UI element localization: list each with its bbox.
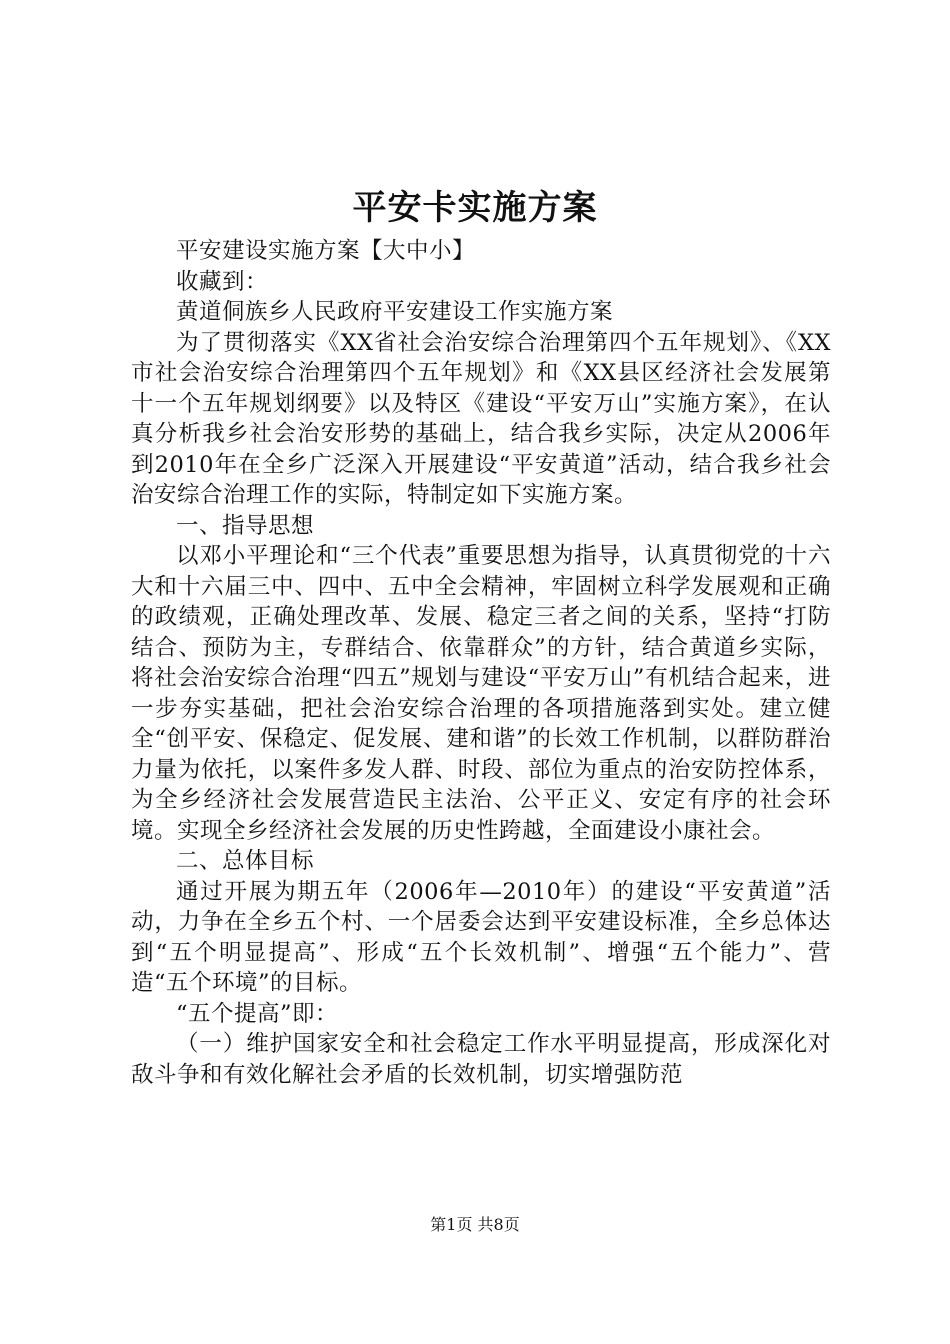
paragraph-intro: 为了贯彻落实《XX省社会治安综合治理第四个五年规划》、《XX市社会治安综合治理第四个五年规划》和《XX县区经济社会发展第十一个五年规划纲要》以及特区《建设“平安万山”实施方案》，在认真分析我乡社会治安形势的基础上，结合我乡实际，决定从2006年到2010年在全乡广泛深入开展建设“平安黄道”活动，结合我乡社会治安综合治理工作的实际，特制定如下实施方案。: [131, 329, 831, 508]
section-heading-overall-goal: 二、总体目标: [176, 848, 315, 874]
section-heading-guiding-ideology: 一、指导思想: [176, 512, 315, 539]
paragraph-subtitle: 黄道侗族乡人民政府平安建设工作实施方案: [176, 299, 614, 325]
document-title: 平安卡实施方案: [352, 188, 598, 228]
paragraph-guiding-ideology: 以邓小平理论和“三个代表”重要思想为指导，认真贯彻党的十六大和十六届三中、四中、五中全会精神，牢固树立科学发展观和正确的政绩观，正确处理改革、发展、稳定三者之间的关系，坚持“打防结合、预防为主，专群结合、依靠群众”的方针，结合黄道乡实际，将社会治安综合治理“四五”规划与建设“平安万山”有机结合起来，进一步夯实基础，把社会治安综合治理的各项措施落到实处。建立健全“创平安、保稳定、促发展、建和谐”的长效工作机制，以群防群治力量为依托，以案件多发人群、时段、部位为重点的治安防控体系，为全乡经济社会发展营造民主法治、公平正义、安定有序的社会环境。实现全乡经济社会发展的历史性跨越，全面建设小康社会。: [131, 543, 831, 844]
paragraph-overall-goal: 通过开展为期五年（2006年—2010年）的建设“平安黄道”活动，力争在全乡五个村、一个居委会达到平安建设标准，全乡总体达到“五个明显提高”、形成“五个长效机制”、增强“五个能力”、营造“五个环境”的目标。: [131, 878, 831, 996]
page-footer-indicator: 第1页 共8页: [430, 1215, 520, 1234]
paragraph-item-one: （一）维护国家安全和社会稳定工作水平明显提高，形成深化对敌斗争和有效化解社会矛盾的长效机制，切实增强防范: [131, 1031, 831, 1088]
document-body: [131, 236, 831, 1090]
paragraph-header-line: 平安建设实施方案【大中小】: [176, 238, 476, 264]
paragraph-five-improvements: “五个提高”即：: [176, 1000, 339, 1027]
paragraph-bookmark-line: 收藏到：: [176, 268, 269, 295]
